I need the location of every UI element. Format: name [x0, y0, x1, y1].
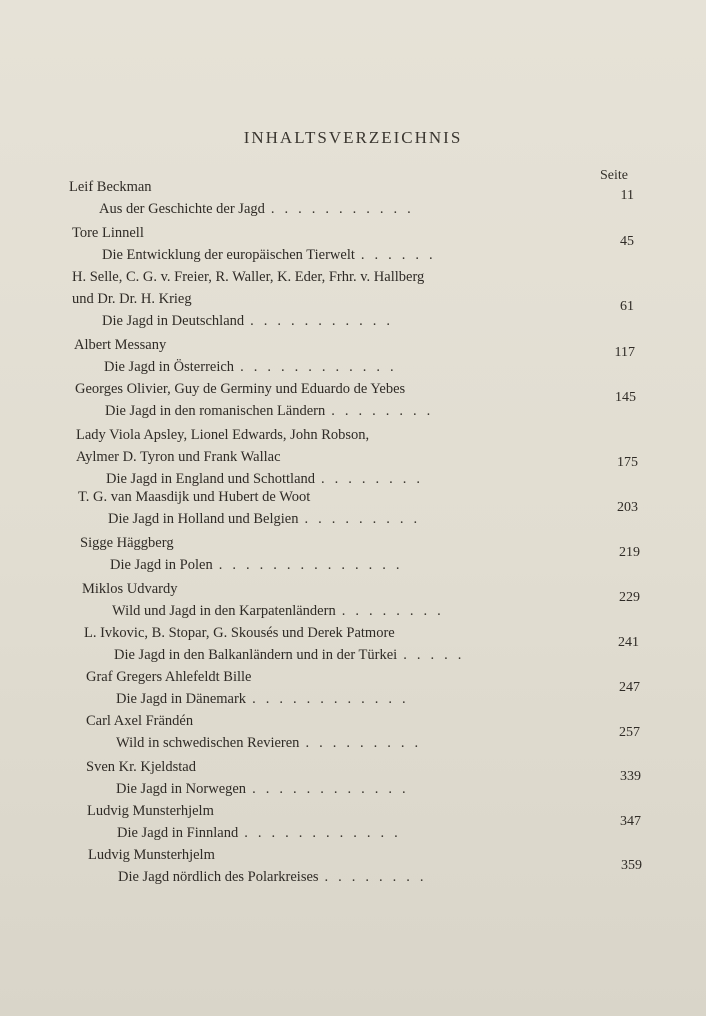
toc-author: Ludvig Munsterhjelm [87, 803, 214, 819]
toc-page-number: 61 [620, 299, 634, 314]
toc-page-number: 45 [620, 234, 634, 249]
leader-dots: ........ [341, 603, 451, 619]
toc-author: Carl Axel Frändén [86, 713, 194, 729]
toc-page-number: 257 [619, 725, 640, 740]
toc-author: Graf Gregers Ahlefeldt Bille [86, 669, 252, 685]
toc-page-number: 247 [619, 680, 640, 695]
leader-dots: ........... [270, 201, 421, 217]
toc-work-title: Aus der Geschichte der Jagd ........... [69, 198, 669, 220]
toc-work-title: Wild in schwedischen Revieren ......... [86, 732, 686, 754]
toc-author: Ludvig Munsterhjelm [88, 847, 215, 863]
toc-entry [74, 334, 674, 378]
leader-dots: ......... [304, 511, 428, 527]
leader-dots: ........ [331, 403, 441, 419]
leader-dots: ............ [244, 825, 408, 841]
toc-author: Tore Linnell [72, 225, 144, 241]
toc-page-number: 241 [618, 635, 639, 650]
toc-author: Leif Beckman [69, 179, 152, 195]
toc-page-number: 219 [619, 545, 640, 560]
toc-author: T. G. van Maasdijk und Hubert de Woot [78, 489, 311, 505]
toc-page-number: 175 [617, 455, 638, 470]
page-column-label: Seite [600, 168, 628, 183]
leader-dots: ..... [403, 647, 472, 663]
leader-dots: ............ [252, 781, 416, 797]
toc-page-number: 203 [617, 500, 638, 515]
toc-author: Albert Messany [74, 337, 167, 353]
toc-work-title: Die Jagd in Norwegen ............ [86, 778, 686, 800]
toc-entry [76, 424, 676, 490]
toc-page-number: 347 [620, 814, 641, 829]
toc-author: Sven Kr. Kjeldstad [86, 759, 196, 775]
toc-author: Aylmer D. Tyron und Frank Wallac [76, 449, 281, 465]
toc-author: und Dr. Dr. H. Krieg [72, 291, 192, 307]
toc-author: L. Ivkovic, B. Stopar, G. Skousés und Derek Patmore [84, 625, 395, 641]
toc-work-title: Die Jagd in Deutschland ........... [72, 310, 672, 332]
toc-entry [72, 266, 672, 332]
toc-work-title: Die Jagd in Polen .............. [80, 554, 680, 576]
toc-page-number: 11 [620, 188, 634, 203]
toc-work-title: Die Jagd in Finnland ............ [87, 822, 687, 844]
toc-work-title: Die Jagd in den romanischen Ländern ........ [75, 400, 675, 422]
toc-page-number: 117 [614, 345, 635, 360]
leader-dots: ........ [321, 471, 431, 487]
page-title: INHALTSVERZEICHNIS [243, 128, 463, 147]
toc-work-title: Die Jagd nördlich des Polarkreises ........ [88, 866, 688, 888]
toc-page-number: 359 [621, 858, 642, 873]
toc-work-title: Die Entwicklung der europäischen Tierwelt ...... [72, 244, 672, 266]
leader-dots: ......... [305, 735, 429, 751]
leader-dots: ............ [252, 691, 416, 707]
leader-dots: ...... [360, 247, 443, 263]
toc-work-title: Die Jagd in den Balkanländern und in der Türkei ..... [84, 644, 684, 666]
toc-author: H. Selle, C. G. v. Freier, R. Waller, K. Eder, Frhr. v. Hallberg [72, 269, 425, 285]
leader-dots: .............. [218, 557, 410, 573]
toc-work-title: Die Jagd in Holland und Belgien ......... [78, 508, 678, 530]
leader-dots: ............ [240, 359, 404, 375]
toc-page-number: 145 [615, 390, 636, 405]
toc-author: Lady Viola Apsley, Lionel Edwards, John Robson, [76, 427, 370, 443]
toc-page-number: 229 [619, 590, 640, 605]
toc-author: Georges Olivier, Guy de Germiny und Eduardo de Yebes [75, 381, 406, 397]
toc-author: Miklos Udvardy [82, 581, 178, 597]
toc-work-title: Die Jagd in Österreich ............ [74, 356, 674, 378]
toc-work-title: Die Jagd in Dänemark ............ [86, 688, 686, 710]
toc-entry [72, 222, 672, 266]
toc-entry [75, 378, 675, 422]
leader-dots: ........ [324, 869, 434, 885]
leader-dots: ........... [250, 313, 401, 329]
toc-work-title: Die Jagd in England und Schottland ........ [76, 468, 676, 490]
toc-page-number: 339 [620, 769, 641, 784]
toc-entry [69, 176, 669, 220]
toc-author: Sigge Häggberg [80, 535, 174, 551]
toc-work-title: Wild und Jagd in den Karpatenländern ........ [82, 600, 682, 622]
